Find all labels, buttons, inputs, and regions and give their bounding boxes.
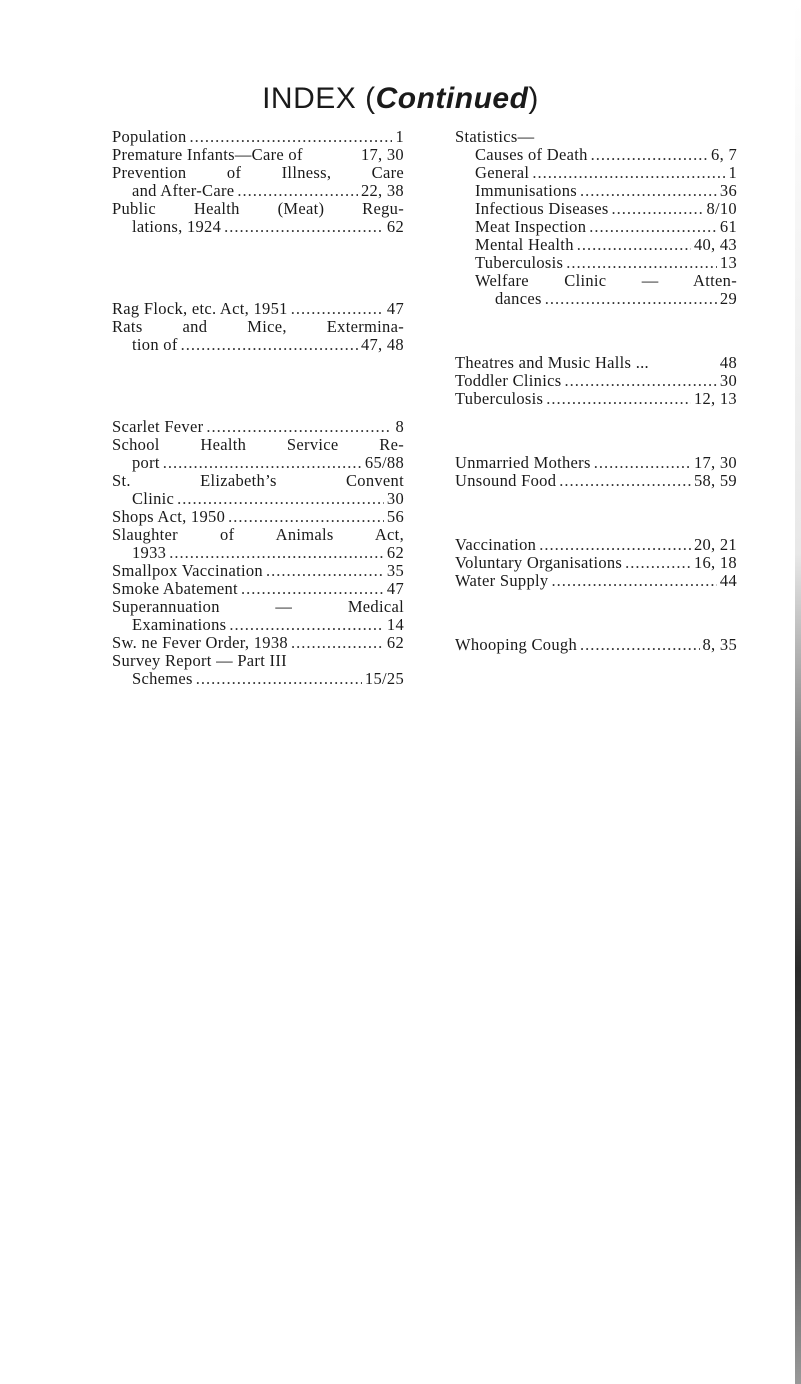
index-subentry-infectious-diseases: Infectious Diseases ..... 8/10 — [455, 200, 737, 218]
index-entry-vaccination: Vaccination ..... 20, 21 — [455, 536, 737, 554]
index-entry-tuberculosis: Tuberculosis ..... 12, 13 — [455, 390, 737, 408]
index-subentry-causes-of-death: Causes of Death ..... 6, 7 — [455, 146, 737, 164]
index-entry-unmarried-mothers: Unmarried Mothers ..... 17, 30 — [455, 454, 737, 472]
index-entry-voluntary-organisations: Voluntary Organisations ..... 16, 18 — [455, 554, 737, 572]
index-entry-prevention: Prevention of Illness, Care and After-Care ..... 22, 38 — [112, 164, 404, 200]
index-subentry-meat-inspection: Meat Inspection ..... 61 — [455, 218, 737, 236]
index-entry-whooping-cough: Whooping Cough ..... 8, 35 — [455, 636, 737, 654]
index-subentry-immunisations: Immunisations ..... 36 — [455, 182, 737, 200]
index-entry-premature-infants: Premature Infants—Care of 17, 30 — [112, 145, 404, 164]
index-column-right — [455, 128, 737, 654]
index-subentry-tuberculosis: Tuberculosis ..... 13 — [455, 254, 737, 272]
index-entry-scarlet-fever: Scarlet Fever ..... 8 — [112, 418, 404, 436]
index-subentry-general: General ..... 1 — [455, 164, 737, 182]
title-continued: Continued — [375, 82, 529, 115]
index-entry-population: Population ..... 1 — [112, 128, 404, 146]
index-entry-superannuation: Superannuation — Medical Examinations ..... 14 — [112, 598, 404, 634]
index-entry-water-supply: Water Supply ..... 44 — [455, 572, 737, 590]
title-close-paren: ) — [528, 82, 539, 115]
index-entry-public-health: Public Health (Meat) Regu- lations, 1924 ..... 62 — [112, 200, 404, 236]
title-open-paren: ( — [365, 82, 376, 115]
page-title — [0, 82, 801, 116]
index-entry-smoke: Smoke Abatement ..... 47 — [112, 580, 404, 598]
index-entry-theatres: Theatres and Music Halls ... 48 — [455, 353, 737, 372]
index-subentry-mental-health: Mental Health ..... 40, 43 — [455, 236, 737, 254]
index-entry-rats-mice: Rats and Mice, Extermina- tion of ..... 47, 48 — [112, 318, 404, 354]
page-edge-shadow — [795, 0, 801, 1384]
index-entry-school-health: School Health Service Re- port ..... 65/88 — [112, 436, 404, 472]
index-entry-unsound-food: Unsound Food ..... 58, 59 — [455, 472, 737, 490]
index-entry-shops-act: Shops Act, 1950 ..... 56 — [112, 508, 404, 526]
index-subentry-welfare-clinic: Welfare Clinic — Atten- dances ..... 29 — [455, 272, 737, 308]
index-entry-swine-fever: Sw. ne Fever Order, 1938 ..... 62 — [112, 634, 404, 652]
index-entry-rag-flock: Rag Flock, etc. Act, 1951 ..... 47 — [112, 300, 404, 318]
index-entry-statistics: Statistics— — [455, 127, 535, 146]
index-entry-slaughter: Slaughter of Animals Act, 1933 ..... 62 — [112, 526, 404, 562]
index-column-left — [112, 128, 404, 688]
index-entry-survey-report: Survey Report — Part III Schemes ..... 15/25 — [112, 652, 404, 688]
index-entry-st-elizabeths: St. Elizabeth’s Convent Clinic ..... 30 — [112, 472, 404, 508]
title-main: INDEX — [262, 82, 357, 115]
index-entry-smallpox: Smallpox Vaccination ..... 35 — [112, 562, 404, 580]
index-entry-toddler-clinics: Toddler Clinics ..... 30 — [455, 372, 737, 390]
